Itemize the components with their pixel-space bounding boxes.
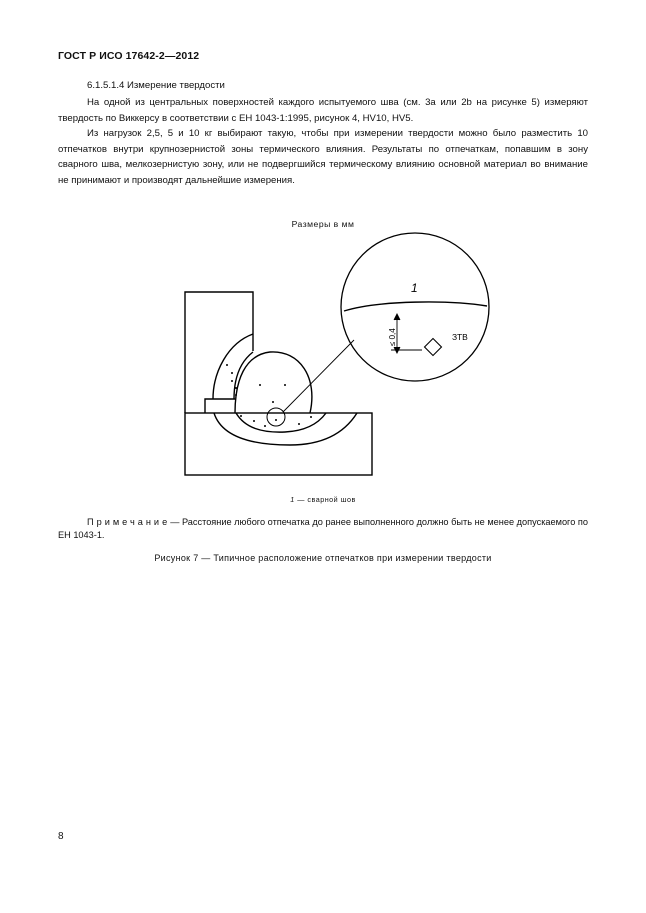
base-plate	[185, 413, 372, 475]
haz-lower-inner	[236, 413, 326, 432]
legend-text: — сварной шов	[297, 495, 356, 504]
indentation-diamond	[425, 339, 442, 356]
indent-point	[226, 364, 228, 366]
detail-marker	[267, 408, 285, 426]
document-header: ГОСТ Р ИСО 17642-2—2012	[58, 50, 200, 62]
indent-point	[310, 416, 312, 418]
paragraph-1: На одной из центральных поверхностей каждого испытуемого шва (см. 3а или 2b на рисунке 5) измеряют твердость по Виккерсу в соответствии с ЕН 1043-1:1995, рисунок 4, HV10, HV5.	[58, 97, 588, 124]
indent-point	[275, 419, 277, 421]
leader-line	[283, 340, 354, 412]
weld-fusion-line	[235, 352, 312, 413]
indent-point	[253, 420, 255, 422]
callout-label: 1	[411, 281, 418, 295]
legend-number: 1	[290, 495, 295, 504]
figure-legend	[0, 495, 646, 504]
indent-point	[284, 384, 286, 386]
note-label: Примечание	[87, 517, 171, 527]
indent-point	[272, 401, 274, 403]
haz-lower-outer	[214, 413, 357, 445]
indent-point	[235, 387, 237, 389]
vertical-plate	[185, 292, 253, 413]
figure-caption: Рисунок 7 — Типичное расположение отпечатков при измерении твердости	[154, 553, 492, 563]
page-number: 8	[58, 831, 64, 842]
zone-label: ЗТВ	[452, 332, 468, 342]
indent-point	[240, 415, 242, 417]
haz-outer	[213, 334, 253, 399]
note-text: — Расстояние любого отпечатка до ранее выполненного должно быть не менее допускаемого по ЕН 1043-1.	[58, 517, 588, 541]
note-block	[58, 516, 588, 543]
section-heading: 6.1.5.1.4 Измерение твердости	[87, 80, 225, 91]
dimensions-note: Размеры в мм	[291, 219, 355, 229]
indent-point	[264, 425, 266, 427]
indent-point	[235, 394, 237, 396]
indent-point	[259, 384, 261, 386]
dimension-label: ≤ 0,4	[388, 328, 397, 346]
indent-point	[231, 372, 233, 374]
paragraph-2: Из нагрузок 2,5, 5 и 10 кг выбирают такую, чтобы при измерении твердости можно было разместить 10 отпечатков внутри крупнозернистой зоны термического влияния. Результаты по отпечаткам, попавшим в зону сварного шва, мелкозернистую зону, или не подвергшийся термическому влиянию основной материал во внимание не принимают и производят дальнейшие измерения.	[58, 128, 588, 186]
indent-point	[231, 380, 233, 382]
detail-fusion-line	[344, 302, 487, 311]
indent-point	[298, 423, 300, 425]
weld-root	[205, 399, 235, 413]
